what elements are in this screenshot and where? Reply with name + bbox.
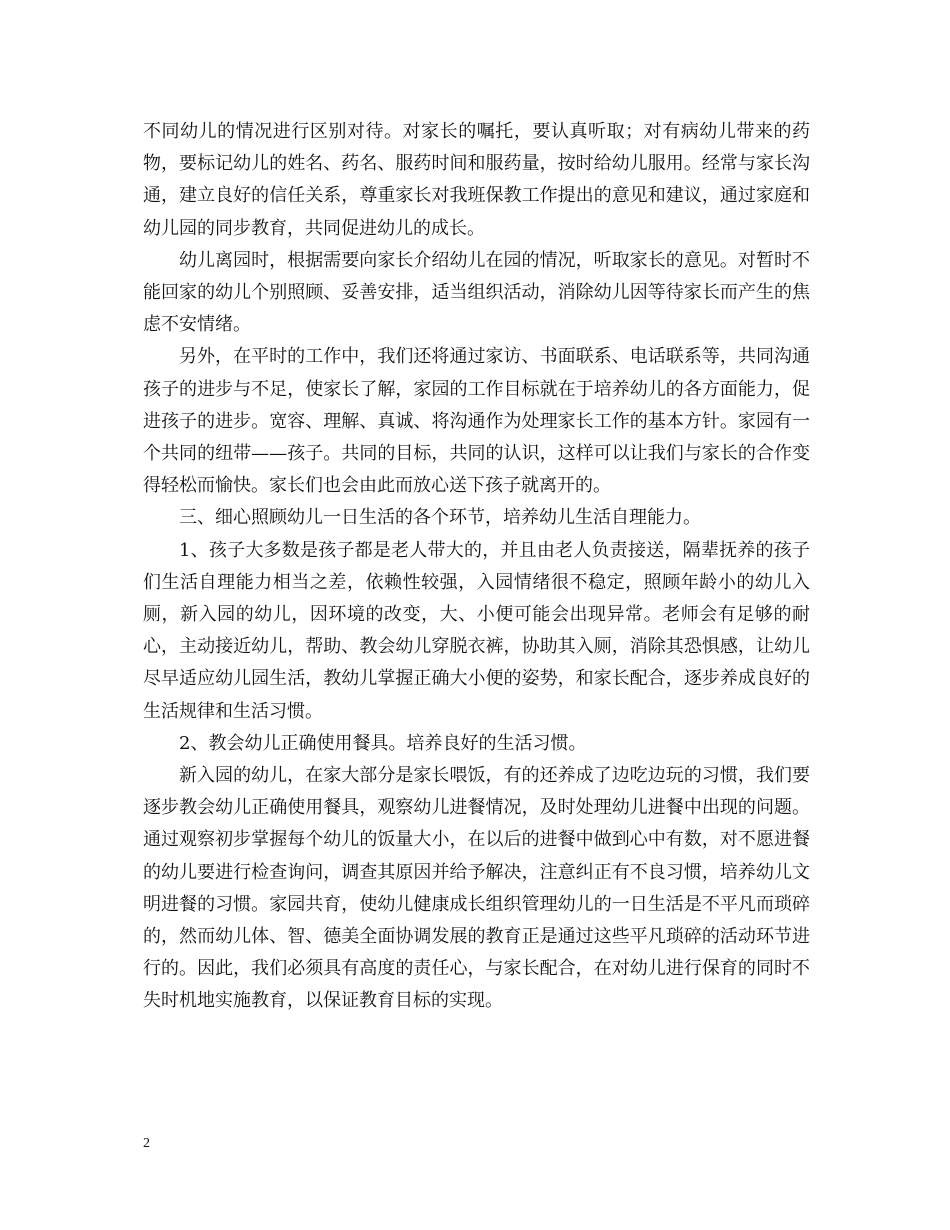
paragraph-item-two: 2、教会幼儿正确使用餐具。培养良好的生活习惯。: [179, 732, 587, 754]
paragraph-meals: 新入园的幼儿，在家大部分是家长喂饭，有的还养成了边吃边玩的习惯，我们要逐步教会幼儿正确使用餐具，观察幼儿进餐情况，及时处理幼儿进餐中出现的问题。通过观察初步掌握每个幼儿的饭量大小，在以后的进餐中做到心中有数，对不愿进餐的幼儿要进行检查询问，调查其原因并给予解决，注意纠正有不良习惯，培养幼儿文明进餐的习惯。家园共育，使幼儿健康成长组织管理幼儿的一日生活是不平凡而琐碎的，然而幼儿体、智、德美全面协调发展的教育正是通过这些平凡琐碎的活动环节进行的。因此，我们必须具有高度的责任心，与家长配合，在对幼儿进行保育的同时不失时机地实施教育，以保证教育目标的实现。: [143, 765, 810, 1012]
page-number: 2: [143, 1136, 150, 1151]
paragraph-continuation: 不同幼儿的情况进行区别对待。对家长的嘱托，要认真听取；对有病幼儿带来的药物，要标记幼儿的姓名、药名、服药时间和服药量，按时给幼儿服用。经常与家长沟通，建立良好的信任关系，尊重家长对我班保教工作提出的意见和建议，通过家庭和幼儿园的同步教育，共同促进幼儿的成长。: [143, 121, 810, 239]
paragraph-departure: 幼儿离园时，根据需要向家长介绍幼儿在园的情况，听取家长的意见。对暂时不能回家的幼儿个别照顾、妥善安排，适当组织活动，消除幼儿因等待家长而产生的焦虑不安情绪。: [143, 249, 810, 336]
document-body: [143, 116, 810, 1018]
section-heading-three: 三、细心照顾幼儿一日生活的各个环节，培养幼儿生活自理能力。: [179, 507, 701, 529]
paragraph-item-one: 1、孩子大多数是孩子都是老人带大的，并且由老人负责接送，隔辈抚养的孩子们生活自理能力相当之差，依赖性较强，入园情绪很不稳定，照顾年龄小的幼儿入厕，新入园的幼儿，因环境的改变，大、小便可能会出现异常。老师会有足够的耐心，主动接近幼儿，帮助、教会幼儿穿脱衣裤，协助其入厕，消除其恐惧感，让幼儿尽早适应幼儿园生活，教幼儿掌握正确大小便的姿势，和家长配合，逐步养成良好的生活规律和生活习惯。: [143, 539, 810, 722]
paragraph-communication: 另外，在平时的工作中，我们还将通过家访、书面联系、电话联系等，共同沟通孩子的进步与不足，使家长了解，家园的工作目标就在于培养幼儿的各方面能力，促进孩子的进步。宽容、理解、真诚、将沟通作为处理家长工作的基本方针。家园有一个共同的纽带——孩子。共同的目标，共同的认识，这样可以让我们与家长的合作变得轻松而愉快。家长们也会由此而放心送下孩子就离开的。: [143, 346, 810, 497]
